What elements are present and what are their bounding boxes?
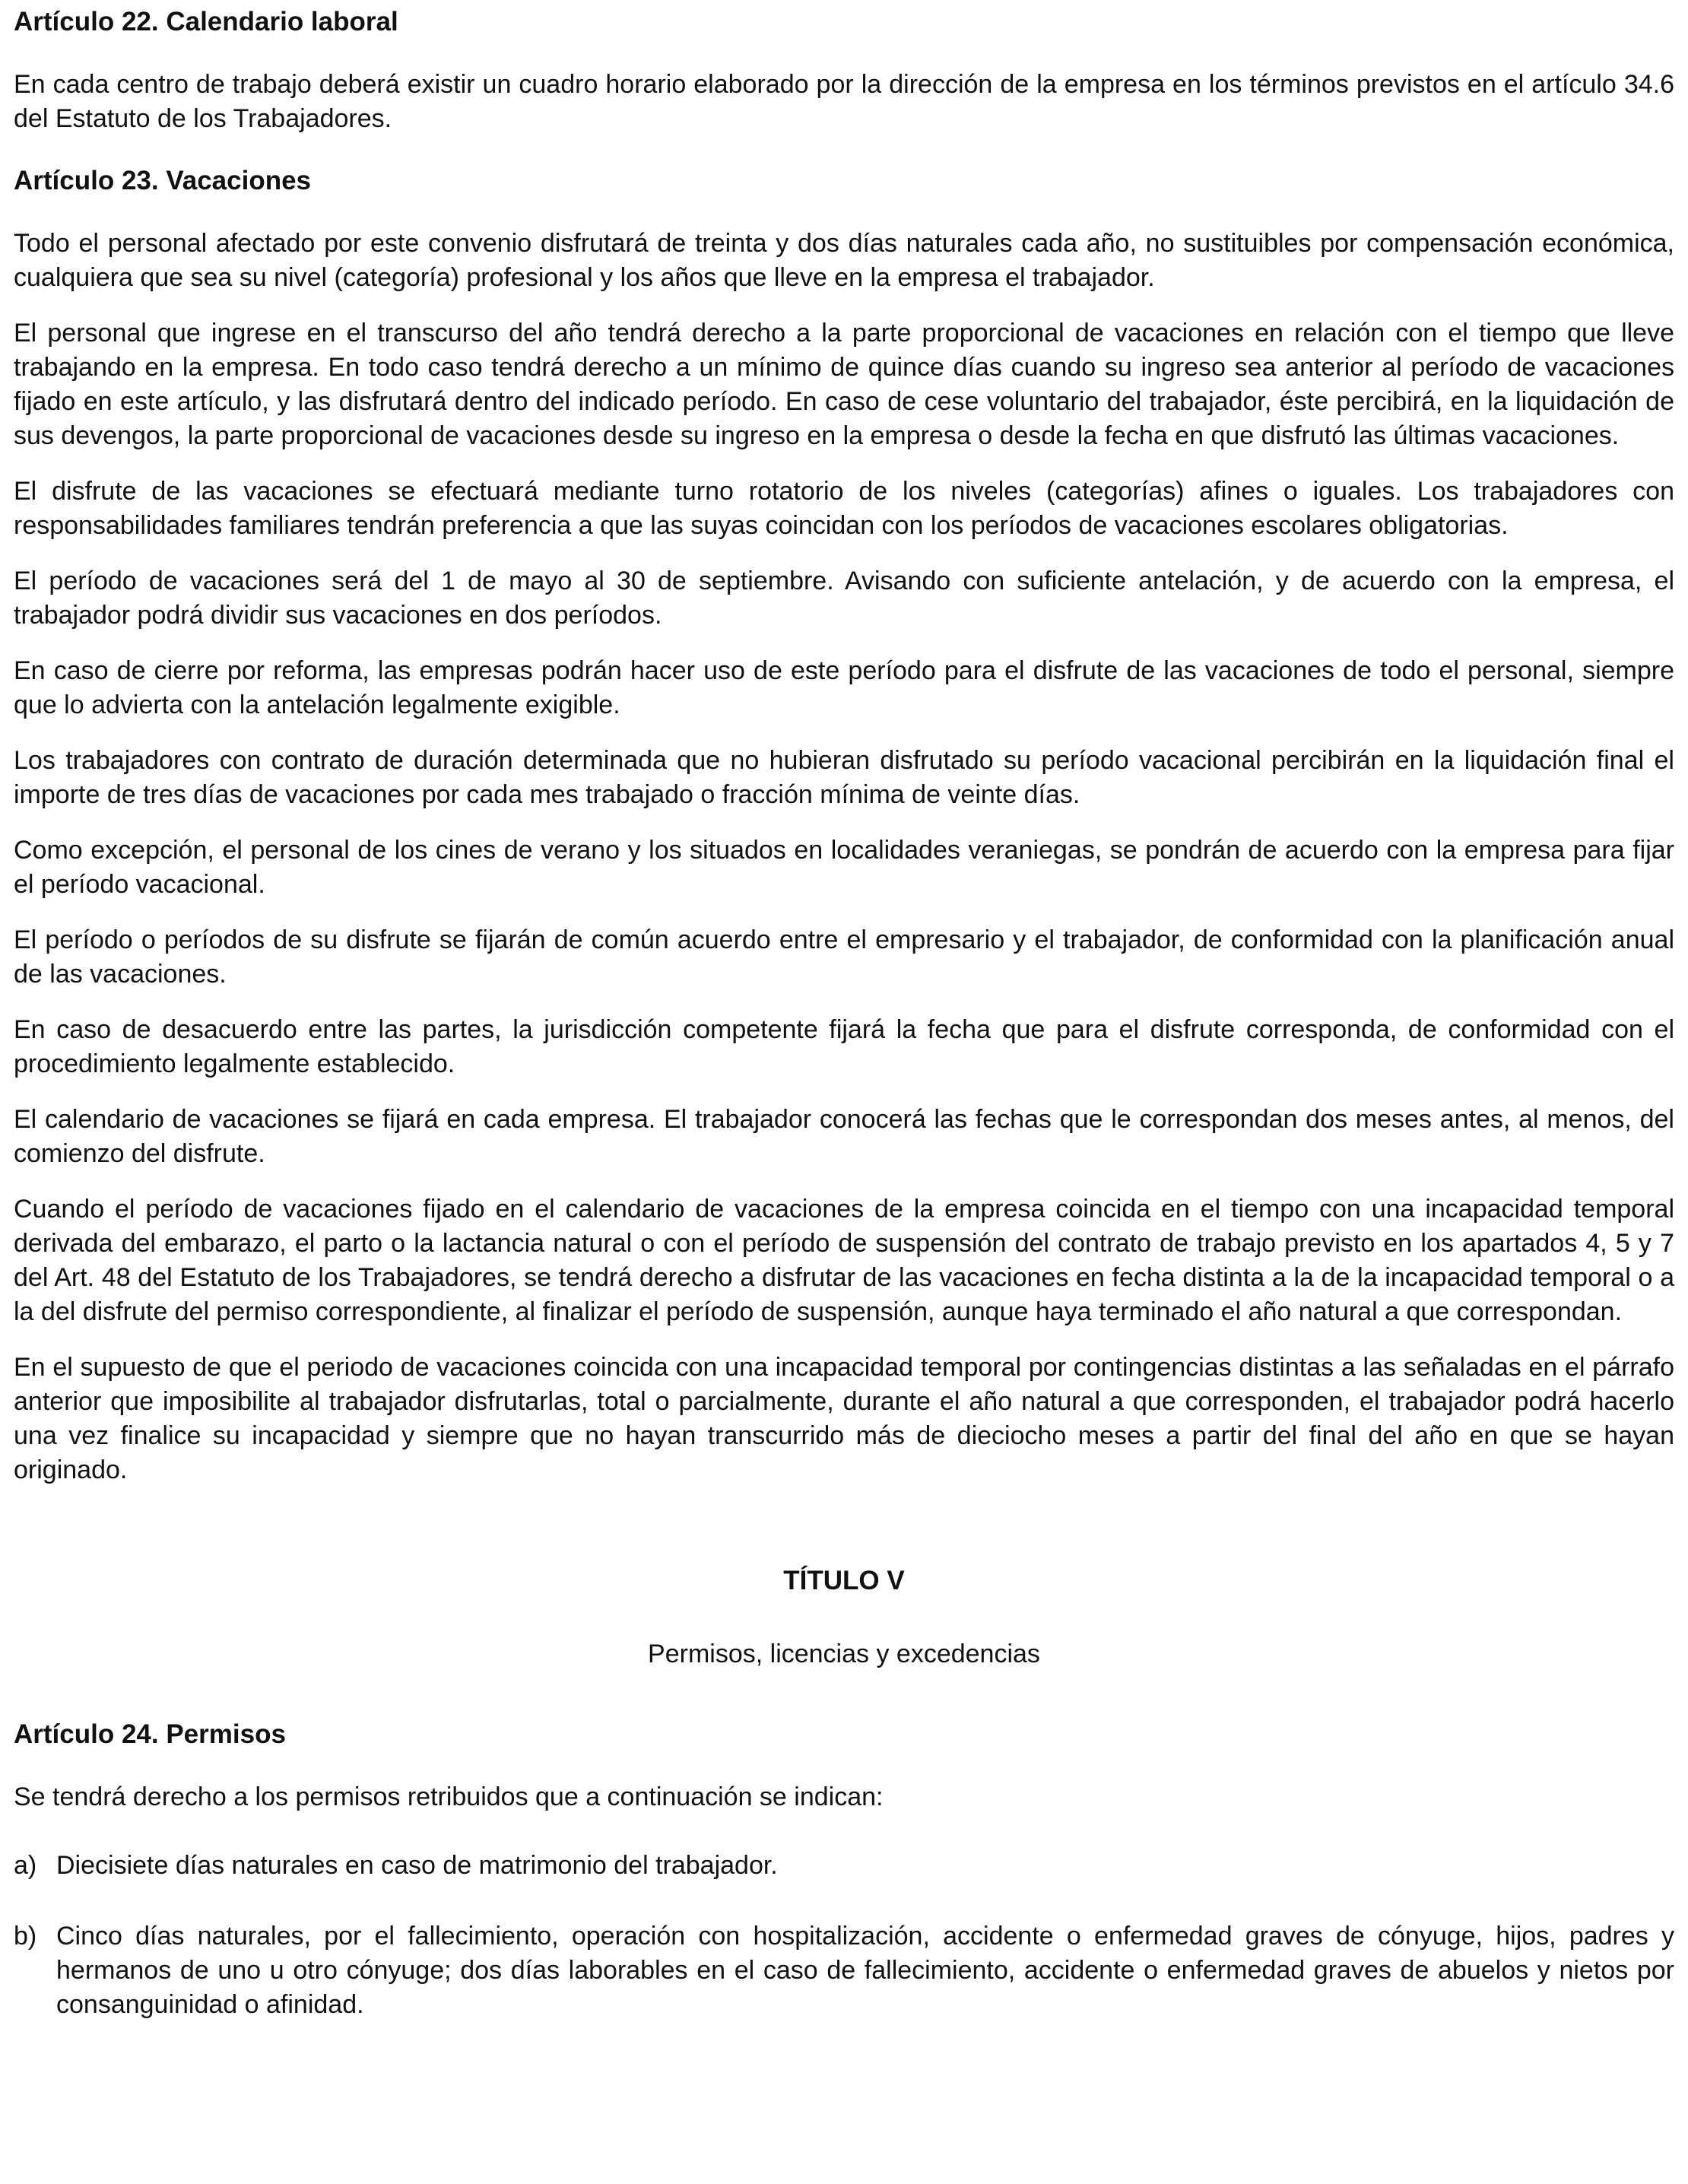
- paragraph: El período de vacaciones será del 1 de mayo al 30 de septiembre. Avisando con suficiente antelación, y de acuerdo con la empresa, el trabajador podrá dividir sus vacaciones en dos períodos.: [14, 567, 1674, 630]
- paragraph: Se tendrá derecho a los permisos retribuidos que a continuación se indican:: [14, 1782, 884, 1811]
- list-item-text: Cinco días naturales, por el fallecimiento, operación con hospitalización, accidente o enfermedad graves de cónyuge, hijos, padres y hermanos de uno u otro cónyuge; dos días laborables en el caso de fallecimiento, accidente o enfermedad graves de abuelos y nietos por consanguinidad o afinidad.: [56, 1922, 1674, 2019]
- list-item: [14, 1849, 1674, 1883]
- paragraph: En cada centro de trabajo deberá existir un cuadro horario elaborado por la dirección de la empresa en los términos previstos en el artículo 34.6 del Estatuto de los Trabajadores.: [14, 70, 1674, 133]
- list-item-text: Diecisiete días naturales en caso de matrimonio del trabajador.: [56, 1851, 778, 1880]
- article-22-heading: Artículo 22. Calendario laboral: [14, 7, 398, 37]
- article-23-heading: Artículo 23. Vacaciones: [14, 166, 312, 195]
- titulo-v-heading: TÍTULO V: [783, 1566, 905, 1595]
- list-item-marker: b): [14, 1922, 37, 1951]
- paragraph: En caso de desacuerdo entre las partes, la jurisdicción competente fijará la fecha que para el disfrute corresponda, de conformidad con el procedimiento legalmente establecido.: [14, 1015, 1674, 1078]
- paragraph: El personal que ingrese en el transcurso del año tendrá derecho a la parte proporcional de vacaciones en relación con el tiempo que lleve trabajando en la empresa. En todo caso tendrá derecho a un mínimo de quince días cuando su ingreso sea anterior al período de vacaciones fijado en este artículo, y las disfrutará dentro del indicado período. En caso de cese voluntario del trabajador, éste percibirá, en la liquidación de sus devengos, la parte proporcional de vacaciones desde su ingreso en la empresa o desde la fecha en que disfrutó las últimas vacaciones.: [14, 319, 1674, 450]
- paragraph: El disfrute de las vacaciones se efectuará mediante turno rotatorio de los niveles (categorías) afines o iguales. Los trabajadores con responsabilidades familiares tendrán preferencia a que las suyas coincidan con los períodos de vacaciones escolares obligatorias.: [14, 477, 1674, 540]
- article-24-heading: Artículo 24. Permisos: [14, 1719, 286, 1749]
- list-item: [14, 1919, 1674, 2022]
- paragraph: El calendario de vacaciones se fijará en cada empresa. El trabajador conocerá las fechas que le correspondan dos meses antes, al menos, del comienzo del disfrute.: [14, 1105, 1674, 1168]
- list-item-marker: a): [14, 1851, 37, 1880]
- paragraph: Cuando el período de vacaciones fijado en el calendario de vacaciones de la empresa coincida en el tiempo con una incapacidad temporal derivada del embarazo, el parto o la lactancia natural o con el período de suspensión del contrato de trabajo previsto en los apartados 4, 5 y 7 del Art. 48 del Estatuto de los Trabajadores, se tendrá derecho a disfrutar de las vacaciones en fecha distinta a la de la incapacidad temporal o a la del disfrute del permiso correspondiente, al finalizar el período de suspensión, aunque haya terminado el año natural a que correspondan.: [14, 1195, 1674, 1326]
- paragraph: Los trabajadores con contrato de duración determinada que no hubieran disfrutado su período vacacional percibirán en la liquidación final el importe de tres días de vacaciones por cada mes trabajado o fracción mínima de veinte días.: [14, 746, 1674, 809]
- paragraph: En caso de cierre por reforma, las empresas podrán hacer uso de este período para el disfrute de las vacaciones de todo el personal, siempre que lo advierta con la antelación legalmente exigible.: [14, 656, 1674, 719]
- paragraph: En el supuesto de que el periodo de vacaciones coincida con una incapacidad temporal por contingencias distintas a las señaladas en el párrafo anterior que imposibilite al trabajador disfrutarlas, total o parcialmente, durante el año natural a que corresponden, el trabajador podrá hacerlo una vez finalice su incapacidad y siempre que no hayan transcurrido más de dieciocho meses a partir del final del año en que se hayan originado.: [14, 1353, 1674, 1484]
- paragraph: Todo el personal afectado por este convenio disfrutará de treinta y dos días naturales cada año, no sustituibles por compensación económica, cualquiera que sea su nivel (categoría) profesional y los años que lleve en la empresa el trabajador.: [14, 229, 1674, 292]
- paragraph: Como excepción, el personal de los cines de verano y los situados en localidades veraniegas, se pondrán de acuerdo con la empresa para fijar el período vacacional.: [14, 836, 1674, 899]
- paragraph: El período o períodos de su disfrute se fijarán de común acuerdo entre el empresario y el trabajador, de conformidad con la planificación anual de las vacaciones.: [14, 925, 1674, 989]
- titulo-v-subtitle: Permisos, licencias y excedencias: [648, 1640, 1040, 1668]
